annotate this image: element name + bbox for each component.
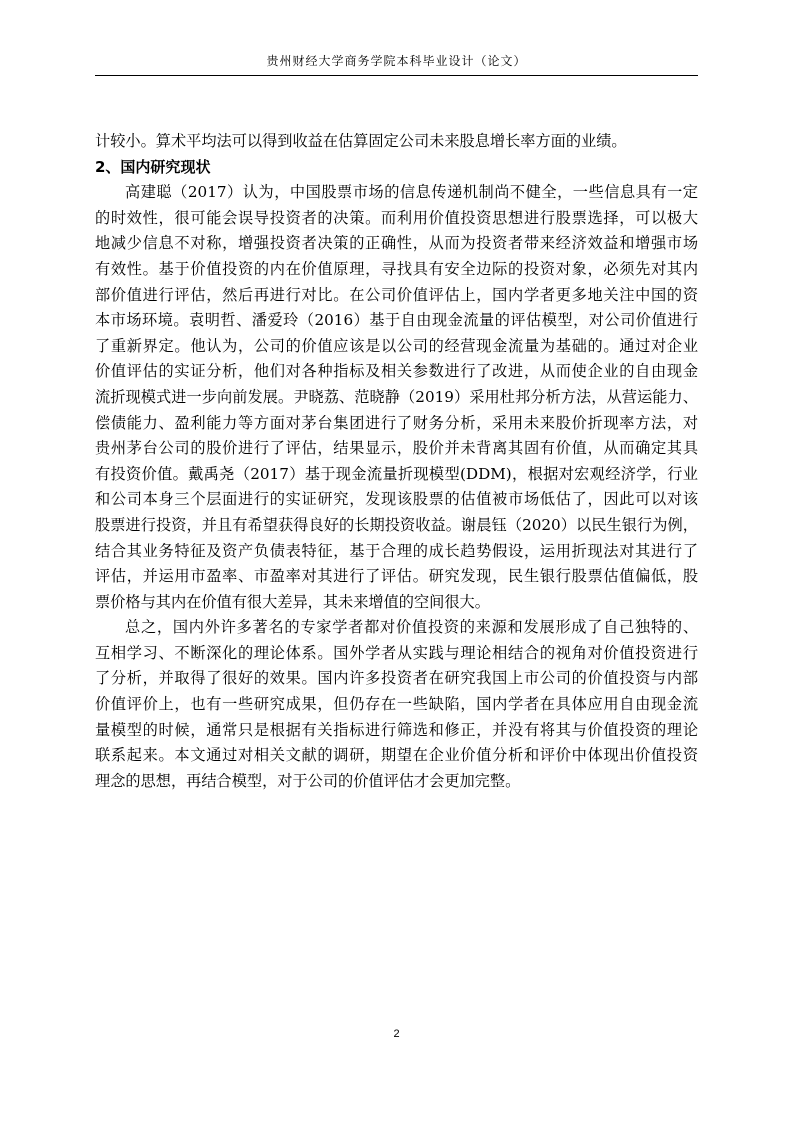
paragraph-line: 评估，并运用市盈率、市盈率对其进行了评估。研究发现，民生银行股票估值偏低，股: [95, 567, 698, 586]
paragraph-line: 的时效性，很可能会误导投资者的决策。而利用价值投资思想进行股票选择，可以极大: [95, 208, 698, 227]
continuation-line: 计较小。算术平均法可以得到收益在估算固定公司未来股息增长率方面的业绩。: [95, 132, 627, 150]
header-title: 贵州财经大学商务学院本科毕业设计（论文）: [266, 54, 527, 68]
paragraph-line: 偿债能力、盈利能力等方面对茅台集团进行了财务分析，采用未来股价折现率方法，对: [95, 413, 698, 432]
paragraph-line: 结合其业务特征及资产负债表特征，基于合理的成长趋势假设，运用折现法对其进行了: [95, 541, 698, 560]
paragraph-line: 了分析，并取得了很好的效果。国内许多投资者在研究我国上市公司的价值投资与内部: [95, 669, 698, 688]
paragraph-line: 地减少信息不对称，增强投资者决策的正确性，从而为投资者带来经济效益和增强市场: [95, 234, 698, 253]
paragraph-line: 互相学习、不断深化的理论体系。国外学者从实践与理论相结合的视角对价值投资进行: [95, 643, 698, 662]
paragraph-line: 了重新界定。他认为，公司的价值应该是以公司的经营现金流量为基础的。通过对企业: [95, 336, 698, 355]
paragraph-line: 部价值进行评估，然后再进行对比。在公司价值评估上，国内学者更多地关注中国的资: [95, 285, 698, 304]
paragraph-2: [95, 615, 698, 794]
page-header: [95, 53, 698, 76]
paragraph-1: [95, 180, 698, 615]
paragraph-line: 量模型的时候，通常只是根据有关指标进行筛选和修正，并没有将其与价值投资的理论: [95, 720, 698, 739]
paragraph-line: 票价格与其内在价值有很大差异，其未来增值的空间很大。: [95, 592, 490, 611]
paragraph-line: 高建聪（2017）认为，中国股票市场的信息传递机制尚不健全，一些信息具有一定: [125, 183, 698, 202]
page-number: 2: [393, 1028, 400, 1040]
section-heading: 2、国内研究现状: [95, 157, 211, 176]
paragraph-line: 本市场环境。袁明哲、潘爱玲（2016）基于自由现金流量的评估模型，对公司价值进行: [95, 311, 698, 330]
paragraph-line: 理念的思想，再结合模型，对于公司的价值评估才会更加完整。: [95, 771, 521, 790]
paragraph-line: 总之，国内外许多著名的专家学者都对价值投资的来源和发展形成了自己独特的、: [125, 618, 698, 637]
paragraph-line: 和公司本身三个层面进行的实证研究，发现该股票的估值被市场低估了，因此可以对该: [95, 490, 698, 509]
paragraph-line: 贵州茅台公司的股价进行了评估，结果显示，股价并未背离其固有价值，从而确定其具: [95, 439, 698, 458]
paragraph-line: 流折现模式进一步向前发展。尹晓荔、范晓静（2019）采用杜邦分析方法，从营运能力、: [95, 387, 698, 406]
paragraph-line: 股票进行投资，并且有希望获得良好的长期投资收益。谢晨钰（2020）以民生银行为例，: [95, 515, 698, 534]
document-body: [95, 129, 698, 794]
paragraph-line: 价值评估的实证分析，他们对各种指标及相关参数进行了改进，从而使企业的自由现金: [95, 362, 698, 381]
paragraph-line: 价值评价上，也有一些研究成果，但仍存在一些缺陷，国内学者在具体应用自由现金流: [95, 695, 698, 714]
paragraph-line: 联系起来。本文通过对相关文献的调研，期望在企业价值分析和评价中体现出价值投资: [95, 746, 698, 765]
paragraph-line: 有效性。基于价值投资的内在价值原理，寻找具有安全边际的投资对象，必须先对其内: [95, 259, 698, 278]
paragraph-line: 有投资价值。戴禹尧（2017）基于现金流量折现模型(DDM)，根据对宏观经济学，行业: [95, 464, 698, 483]
